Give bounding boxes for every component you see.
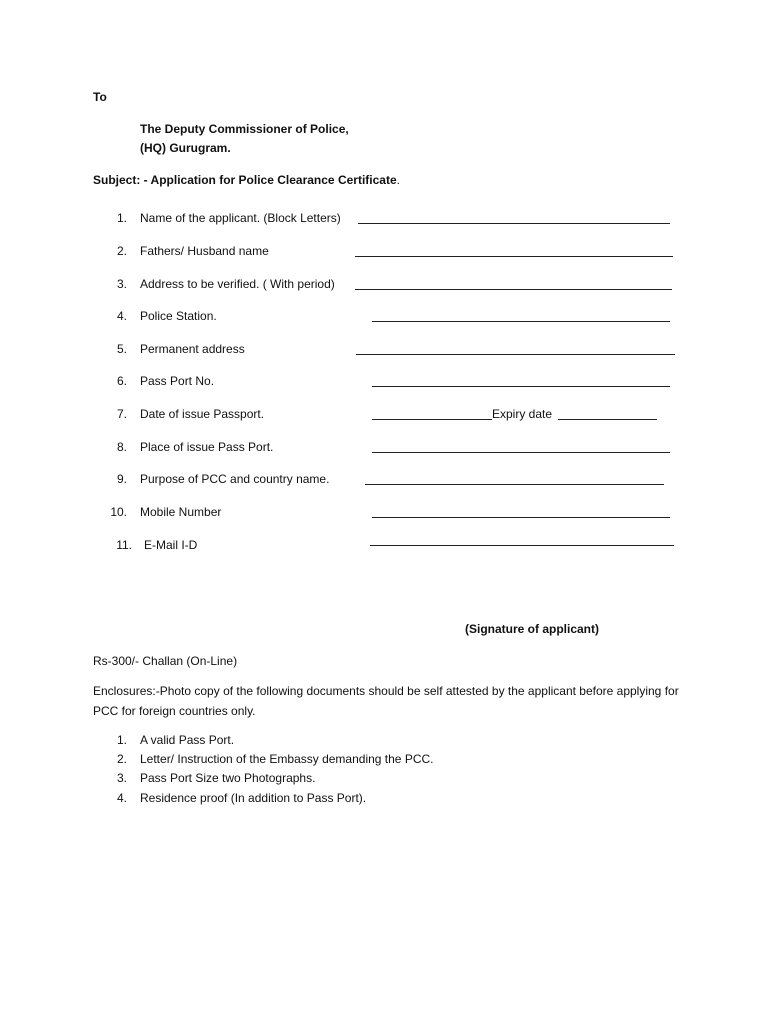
list-item-number: 4.	[116, 791, 127, 805]
field-number: 7.	[116, 407, 127, 421]
challan-note: Rs-300/- Challan (On-Line)	[93, 654, 238, 668]
list-item: Pass Port Size two Photographs.	[140, 771, 316, 785]
addressee-line-1: The Deputy Commissioner of Police,	[140, 122, 349, 136]
field-number: 9.	[116, 472, 127, 486]
field-label-email: E-Mail I-D	[144, 538, 198, 552]
field-number: 4.	[116, 309, 127, 323]
field-line-purpose[interactable]	[365, 484, 664, 485]
field-label-address: Address to be verified. ( With period)	[140, 277, 335, 291]
field-label-purpose: Purpose of PCC and country name.	[140, 472, 330, 486]
field-line-permanent-address[interactable]	[356, 354, 675, 355]
field-label-date-of-issue: Date of issue Passport.	[140, 407, 265, 421]
field-line-police-station[interactable]	[372, 321, 670, 322]
field-line-address[interactable]	[355, 289, 672, 290]
subject-line	[93, 173, 400, 187]
field-line-expiry-date[interactable]	[558, 419, 657, 420]
list-item: Residence proof (In addition to Pass Port).	[140, 791, 367, 805]
field-line-date-of-issue[interactable]	[372, 419, 492, 420]
list-item: Letter/ Instruction of the Embassy demanding the PCC.	[140, 752, 434, 766]
signature-label: (Signature of applicant)	[465, 622, 600, 636]
field-number: 5.	[116, 342, 127, 356]
field-number: 2.	[116, 244, 127, 258]
list-item-number: 1.	[116, 733, 127, 747]
field-label-police-station: Police Station.	[140, 309, 217, 323]
list-item-number: 3.	[116, 771, 127, 785]
field-number: 11.	[116, 538, 132, 552]
field-number: 8.	[116, 440, 127, 454]
field-line-father-husband[interactable]	[355, 256, 673, 257]
field-number: 6.	[116, 374, 127, 388]
field-number: 1.	[116, 211, 127, 225]
field-number: 10.	[110, 505, 127, 519]
subject-text: Subject: - Application for Police Clearance Certificate	[93, 173, 397, 187]
subject-period: .	[396, 173, 400, 187]
enclosures-paragraph: Enclosures:-Photo copy of the following documents should be self attested by the applicant before applying for PCC for foreign countries only.	[93, 684, 679, 718]
list-item-number: 2.	[116, 752, 127, 766]
addressee-line-2: (HQ) Gurugram.	[140, 141, 231, 155]
field-line-name[interactable]	[358, 223, 670, 224]
field-label-place-of-issue: Place of issue Pass Port.	[140, 440, 274, 454]
field-label-father-husband: Fathers/ Husband name	[140, 244, 269, 258]
field-label-passport-no: Pass Port No.	[140, 374, 215, 388]
field-label-mobile: Mobile Number	[140, 505, 222, 519]
field-label-name: Name of the applicant. (Block Letters)	[140, 211, 341, 225]
field-label-expiry-date: Expiry date	[492, 407, 553, 421]
field-line-mobile[interactable]	[372, 517, 670, 518]
field-label-permanent-address: Permanent address	[140, 342, 245, 356]
field-line-passport-no[interactable]	[372, 386, 670, 387]
salutation-to: To	[93, 90, 107, 104]
field-line-place-of-issue[interactable]	[372, 452, 670, 453]
field-number: 3.	[116, 277, 127, 291]
field-line-email[interactable]	[370, 545, 674, 546]
list-item: A valid Pass Port.	[140, 733, 235, 747]
